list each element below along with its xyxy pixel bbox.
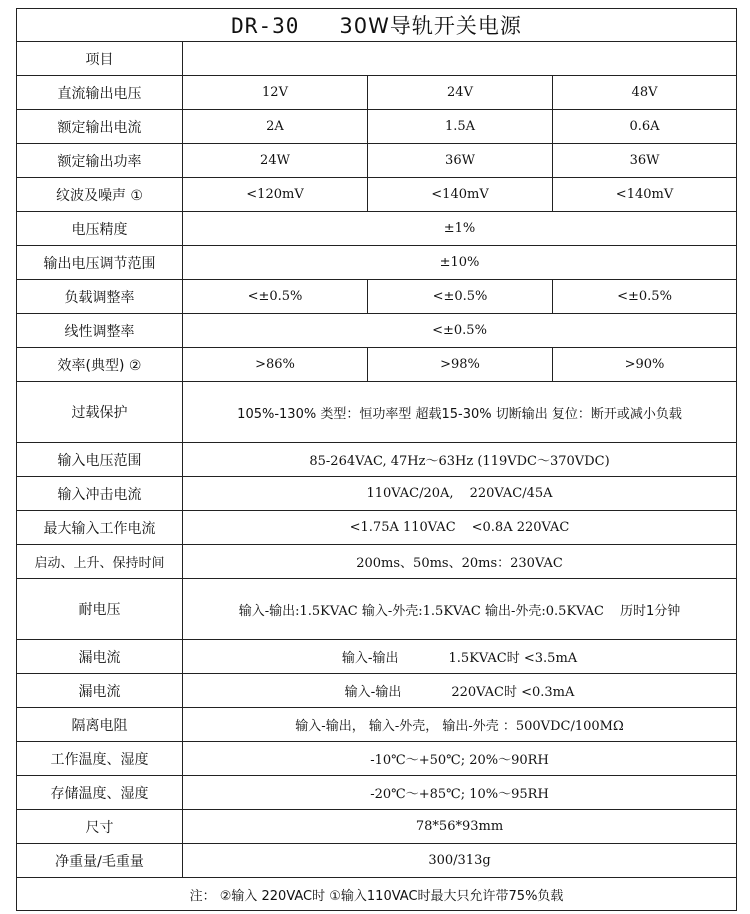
row-label: 线性调整率 — [17, 314, 183, 348]
table-row — [17, 443, 737, 477]
row-value — [183, 674, 737, 708]
table-row — [17, 314, 737, 348]
row-value: 78*56*93mm — [183, 810, 737, 844]
note-row — [17, 878, 737, 911]
table-row — [17, 674, 737, 708]
table-row — [17, 246, 737, 280]
table-row — [17, 810, 737, 844]
model-number: DR-30 — [231, 14, 300, 38]
inrush-110v: 110VAC/20A, — [366, 486, 454, 501]
row-label: 最大输入工作电流 — [17, 511, 183, 545]
row-label: 额定输出电流 — [17, 110, 183, 144]
cell-value: <120mV — [183, 178, 368, 212]
row-label: 过载保护 — [17, 382, 183, 443]
table-row — [17, 579, 737, 640]
row-label: 漏电流 — [17, 640, 183, 674]
row-value — [183, 477, 737, 511]
withstand-value: 输入-输出:1.5KVAC 输入-外壳:1.5KVAC 输出-外壳:0.5KVAC — [238, 603, 604, 619]
table-title — [17, 9, 737, 42]
cell-value: 36W — [368, 144, 553, 178]
row-value — [183, 511, 737, 545]
cell-value: 1.5A — [368, 110, 553, 144]
cell-value: 2A — [183, 110, 368, 144]
cell-value: 48V — [553, 76, 737, 110]
table-row — [17, 144, 737, 178]
row-label: 输出电压调节范围 — [17, 246, 183, 280]
withstand-duration: 历时1分钟 — [620, 603, 681, 619]
max-current-220v: <0.8A 220VAC — [471, 520, 570, 535]
table-row — [17, 477, 737, 511]
cell-value: 0.6A — [553, 110, 737, 144]
row-value — [183, 42, 737, 76]
table-row — [17, 110, 737, 144]
row-label: 启动、上升、保持时间 — [17, 545, 183, 579]
row-value: -20℃～+85℃; 10%～95RH — [183, 776, 737, 810]
row-value: 300/313g — [183, 844, 737, 878]
inrush-220v: 220VAC/45A — [469, 486, 553, 501]
row-label: 输入电压范围 — [17, 443, 183, 477]
table-row — [17, 42, 737, 76]
row-value: 85-264VAC, 47Hz～63Hz (119VDC～370VDC) — [183, 443, 737, 477]
cell-value: 24V — [368, 76, 553, 110]
footnote: 注： ②输入 220VAC时 ①输入110VAC时最大只允许带75%负载 — [17, 878, 737, 911]
row-label: 漏电流 — [17, 674, 183, 708]
cell-value: 24W — [183, 144, 368, 178]
row-label: 电压精度 — [17, 212, 183, 246]
row-value: -10℃～+50℃; 20%～90RH — [183, 742, 737, 776]
table-row — [17, 76, 737, 110]
cell-value: <±0.5% — [368, 280, 553, 314]
table-row — [17, 382, 737, 443]
cell-value: 12V — [183, 76, 368, 110]
table-row — [17, 212, 737, 246]
table-row — [17, 776, 737, 810]
table-row — [17, 348, 737, 382]
spec-table — [16, 8, 737, 911]
table-row — [17, 545, 737, 579]
cell-value: <140mV — [368, 178, 553, 212]
row-value: ±1% — [183, 212, 737, 246]
row-label: 耐电压 — [17, 579, 183, 640]
table-row — [17, 280, 737, 314]
row-value: <±0.5% — [183, 314, 737, 348]
table-row — [17, 640, 737, 674]
row-label: 净重量/毛重量 — [17, 844, 183, 878]
cell-value: <±0.5% — [553, 280, 737, 314]
row-value — [183, 640, 737, 674]
row-label: 负载调整率 — [17, 280, 183, 314]
cell-value: >86% — [183, 348, 368, 382]
leakage-value: 1.5KVAC时 <3.5mA — [448, 651, 578, 666]
leakage-path: 输入-输出 — [344, 685, 402, 700]
table-row — [17, 742, 737, 776]
row-label: 隔离电阻 — [17, 708, 183, 742]
cell-value: <140mV — [553, 178, 737, 212]
row-label: 输入冲击电流 — [17, 477, 183, 511]
title-row — [17, 9, 737, 42]
row-label: 效率(典型) ② — [17, 348, 183, 382]
max-current-110v: <1.75A 110VAC — [349, 520, 456, 535]
product-name: 30W导轨开关电源 — [339, 14, 522, 38]
row-label: 工作温度、湿度 — [17, 742, 183, 776]
row-label: 额定输出功率 — [17, 144, 183, 178]
row-value: ±10% — [183, 246, 737, 280]
cell-value: >90% — [553, 348, 737, 382]
row-value — [183, 579, 737, 640]
row-label: 纹波及噪声 ① — [17, 178, 183, 212]
cell-value: <±0.5% — [183, 280, 368, 314]
row-label: 直流输出电压 — [17, 76, 183, 110]
row-label: 项目 — [17, 42, 183, 76]
cell-value: >98% — [368, 348, 553, 382]
cell-value: 36W — [553, 144, 737, 178]
table-row — [17, 844, 737, 878]
leakage-value: 220VAC时 <0.3mA — [451, 685, 575, 700]
table-row — [17, 178, 737, 212]
row-value: 200ms、50ms、20ms：230VAC — [183, 545, 737, 579]
row-label: 尺寸 — [17, 810, 183, 844]
table-row — [17, 708, 737, 742]
row-value: 输入-输出， 输入-外壳， 输出-外壳 ：500VDC/100MΩ — [183, 708, 737, 742]
row-label: 存储温度、湿度 — [17, 776, 183, 810]
table-row — [17, 511, 737, 545]
leakage-path: 输入-输出 — [341, 651, 399, 666]
row-value: 105%-130% 类型：恒功率型 超载15-30% 切断输出 复位：断开或减小负载 — [183, 382, 737, 443]
